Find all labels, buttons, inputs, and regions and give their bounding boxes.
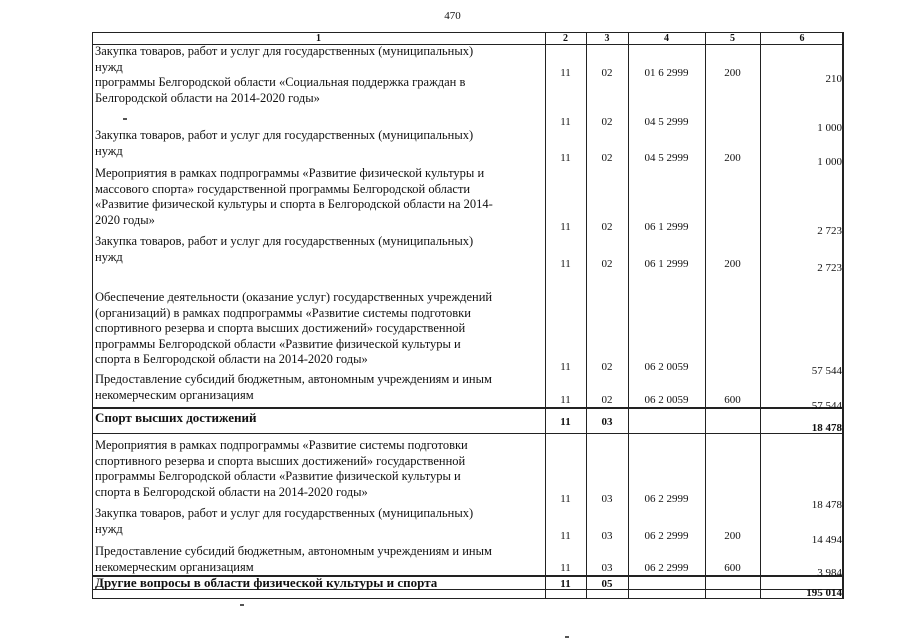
row-amount: 2 723 bbox=[817, 225, 842, 237]
row-subsection-code: 02 bbox=[601, 361, 613, 373]
row-description-line: нужд bbox=[95, 521, 123, 536]
row-description-line: Закупка товаров, работ и услуг для государственных (муниципальных) bbox=[95, 506, 474, 520]
row-amount: 210 bbox=[825, 73, 842, 85]
row-subsection-code: 02 bbox=[601, 116, 613, 128]
row-description-line: Закупка товаров, работ и услуг для государственных (муниципальных) bbox=[95, 44, 474, 58]
header-col-5: 5 bbox=[730, 33, 735, 44]
row-section-code: 11 bbox=[560, 221, 571, 233]
row-description-line: программы Белгородской области «Развитие физической культуры и bbox=[95, 336, 461, 351]
row-target-article: 06 2 0059 bbox=[644, 394, 689, 406]
row-section-code: 11 bbox=[560, 530, 571, 542]
row-description-line: Предоставление субсидий бюджетным, автономным учреждениям и иным bbox=[95, 544, 492, 558]
row-expense-type: 200 bbox=[724, 152, 741, 164]
row-description-line: нужд bbox=[95, 249, 123, 264]
row-section-code: 11 bbox=[560, 361, 571, 373]
row-description-line: некомерческим организациям bbox=[95, 387, 254, 402]
row-target-article: 06 2 2999 bbox=[644, 562, 689, 574]
row-amount: 57 544 bbox=[811, 365, 842, 377]
row-description-line: Мероприятия в рамках подпрограммы «Развитие системы подготовки bbox=[95, 438, 468, 452]
row-target-article: 06 1 2999 bbox=[644, 258, 689, 270]
row-amount: 1 000 bbox=[817, 156, 842, 168]
row-subsection-code: 02 bbox=[601, 221, 613, 233]
row-description-line: программы Белгородской области «Социальная поддержка граждан в bbox=[95, 75, 466, 89]
row-section-code: 11 bbox=[560, 152, 571, 164]
col-divider bbox=[760, 32, 761, 599]
row-description-line: спорта в Белгородской области на 2014-2020 годы» bbox=[95, 352, 368, 366]
row-subsection-code: 03 bbox=[601, 493, 613, 505]
row-subsection-code: 05 bbox=[601, 578, 613, 590]
col-divider bbox=[705, 32, 706, 599]
row-section-code: 11 bbox=[560, 416, 571, 428]
row-subsection-code: 03 bbox=[601, 416, 613, 428]
row-description-line: Другие вопросы в области физической культуры и спорта bbox=[95, 575, 438, 590]
row-subsection-code: 03 bbox=[601, 530, 613, 542]
row-description-line: 2020 годы» bbox=[95, 212, 155, 227]
row-amount: 18 478 bbox=[811, 422, 842, 434]
row-description-line: «Развитие физической культуры и спорта в Белгородской области на 2014- bbox=[95, 197, 493, 211]
row-amount: 1 000 bbox=[817, 122, 842, 134]
row-expense-type: 200 bbox=[724, 67, 741, 79]
row-section-code: 11 bbox=[560, 67, 571, 79]
row-target-article: 01 6 2999 bbox=[644, 67, 689, 79]
row-target-article: 04 5 2999 bbox=[644, 152, 689, 164]
row-amount: 3 984 bbox=[817, 567, 842, 579]
row-expense-type: 600 bbox=[724, 394, 741, 406]
row-expense-type: 200 bbox=[724, 258, 741, 270]
row-amount: 18 478 bbox=[811, 499, 842, 511]
row-description-line: спортивного резерва и спорта высших достижений» государственной bbox=[95, 321, 466, 335]
row-description-line: некомерческим организациям bbox=[95, 559, 254, 574]
row-target-article: 06 1 2999 bbox=[644, 221, 689, 233]
row-subsection-code: 03 bbox=[601, 562, 613, 574]
row-target-article: 06 2 2999 bbox=[644, 530, 689, 542]
row-description-line: Мероприятия в рамках подпрограммы «Развитие физической культуры и bbox=[95, 166, 485, 180]
row-amount: 14 494 bbox=[811, 534, 842, 546]
header-col-1: 1 bbox=[316, 33, 321, 44]
row-target-article: 04 5 2999 bbox=[644, 116, 689, 128]
scan-speck bbox=[565, 636, 569, 638]
row-subsection-code: 02 bbox=[601, 67, 613, 79]
row-description-line: Обеспечение деятельности (оказание услуг) государственных учреждений bbox=[95, 290, 493, 304]
row-subsection-code: 02 bbox=[601, 258, 613, 270]
row-subsection-code: 02 bbox=[601, 394, 613, 406]
row-description-line: программы Белгородской области «Развитие физической культуры и bbox=[95, 469, 461, 483]
row-target-article: 06 2 2999 bbox=[644, 493, 689, 505]
row-description-line: спорта в Белгородской области на 2014-2020 годы» bbox=[95, 484, 368, 499]
header-col-2: 2 bbox=[563, 33, 568, 44]
row-divider bbox=[92, 433, 844, 434]
row-description-line: Предоставление субсидий бюджетным, автономным учреждениям и иным bbox=[95, 372, 492, 386]
scan-speck bbox=[240, 604, 244, 606]
header-col-6: 6 bbox=[799, 33, 805, 44]
row-expense-type: 600 bbox=[724, 562, 741, 574]
row-description-line: нужд bbox=[95, 143, 123, 158]
row-section-code: 11 bbox=[560, 258, 571, 270]
scan-speck bbox=[123, 118, 127, 120]
row-expense-type: 200 bbox=[724, 530, 741, 542]
row-section-code: 11 bbox=[560, 562, 571, 574]
row-section-code: 11 bbox=[560, 578, 571, 590]
row-section-code: 11 bbox=[560, 493, 571, 505]
header-col-3: 3 bbox=[604, 33, 610, 44]
row-description-line: Закупка товаров, работ и услуг для государственных (муниципальных) bbox=[95, 128, 474, 142]
row-subsection-code: 02 bbox=[601, 152, 613, 164]
row-amount: 195 014 bbox=[806, 587, 842, 599]
row-description-line: спортивного резерва и спорта высших достижений» государственной bbox=[95, 453, 466, 468]
row-description-line: нужд bbox=[95, 59, 123, 74]
row-description-line: Спорт высших достижений bbox=[95, 410, 257, 425]
row-amount: 2 723 bbox=[817, 262, 842, 274]
header-col-4: 4 bbox=[664, 33, 669, 44]
row-target-article: 06 2 0059 bbox=[644, 361, 689, 373]
row-description-line: Закупка товаров, работ и услуг для государственных (муниципальных) bbox=[95, 234, 474, 248]
row-amount: 57 544 bbox=[811, 400, 842, 412]
row-divider bbox=[92, 407, 844, 409]
row-description-line: (организаций) в рамках подпрограммы «Развитие системы подготовки bbox=[95, 305, 471, 320]
row-section-code: 11 bbox=[560, 116, 571, 128]
row-section-code: 11 bbox=[560, 394, 571, 406]
page-number: 470 bbox=[444, 10, 461, 22]
row-description-line: массового спорта» государственной программы Белгородской области bbox=[95, 181, 471, 196]
row-description-line: Белгородской области на 2014-2020 годы» bbox=[95, 90, 320, 105]
